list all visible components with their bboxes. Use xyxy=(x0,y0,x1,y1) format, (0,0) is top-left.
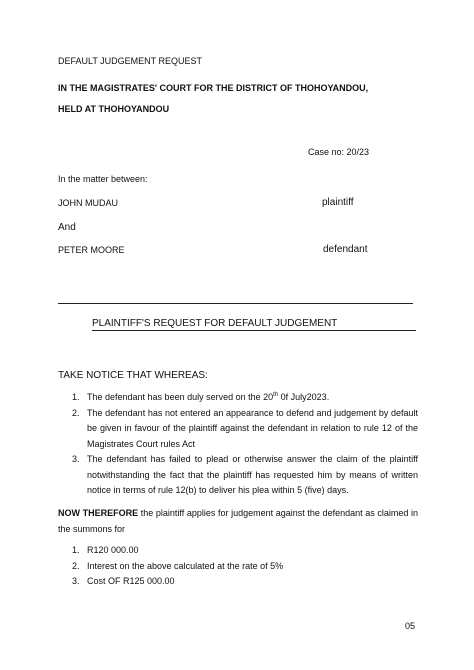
matter-intro: In the matter between: xyxy=(58,174,148,184)
plaintiff-name: JOHN MUDAU xyxy=(58,198,118,208)
list-item-text: The defendant has failed to plead or otherwise answer the claim of the plaintiff notwithstanding the fact that the plaintiff has requested him by means of written notice in terms of rule 12(b) to deliver his plea within 5 (five) days. xyxy=(87,454,418,495)
list-item-text: Interest on the above calculated at the rate of 5% xyxy=(87,560,284,571)
list-item-text: R120 000.00 xyxy=(87,545,139,555)
defendant-name: PETER MOORE xyxy=(58,245,125,255)
list-item-number: 1. xyxy=(72,392,80,402)
list-item xyxy=(72,559,418,575)
list-item xyxy=(72,406,418,453)
list-item xyxy=(72,390,418,406)
page-number: 05 xyxy=(405,621,416,631)
list-item-text: Cost OF R125 000.00 xyxy=(87,576,175,586)
plaintiff-role: plaintiff xyxy=(322,197,354,208)
list-item-text: The defendant has not entered an appearance to defend and judgement by default be given in favour of the plaintiff against the defendant in relation to rule 12 of the Magistrates Court rules Act xyxy=(87,407,418,449)
now-therefore-lead: NOW THEREFORE xyxy=(58,508,139,518)
list-item-number: 3. xyxy=(72,576,80,586)
list-item xyxy=(72,543,418,559)
whereas-list xyxy=(72,390,418,499)
request-title-underline xyxy=(92,330,416,331)
notice-heading: TAKE NOTICE THAT WHEREAS: xyxy=(58,370,208,381)
case-number: Case no: 20/23 xyxy=(308,147,370,157)
and-text: And xyxy=(58,222,76,233)
court-location: HELD AT THOHOYANDOU xyxy=(58,104,170,114)
defendant-role: defendant xyxy=(323,244,368,255)
claims-list xyxy=(72,543,418,590)
now-therefore-paragraph xyxy=(58,505,418,537)
list-item xyxy=(72,452,418,499)
list-item-text: The defendant has been duly served on the 20 xyxy=(87,392,274,402)
list-item-number: 1. xyxy=(72,545,80,555)
list-item-text: 0f July2023. xyxy=(278,392,330,402)
list-item-number: 3. xyxy=(72,454,80,464)
separator-rule xyxy=(58,303,413,304)
request-title: PLAINTIFF'S REQUEST FOR DEFAULT JUDGEMENT xyxy=(92,318,338,329)
list-item-number: 2. xyxy=(72,560,80,571)
list-item xyxy=(72,574,418,590)
court-name: IN THE MAGISTRATES' COURT FOR THE DISTRICT OF THOHOYANDOU, xyxy=(58,83,369,93)
now-therefore-text: the plaintiff applies for judgement against the defendant as claimed in the summons for xyxy=(58,508,418,534)
list-item-number: 2. xyxy=(72,407,80,418)
document-heading: DEFAULT JUDGEMENT REQUEST xyxy=(58,56,203,66)
ordinal-suffix: th xyxy=(273,392,279,398)
